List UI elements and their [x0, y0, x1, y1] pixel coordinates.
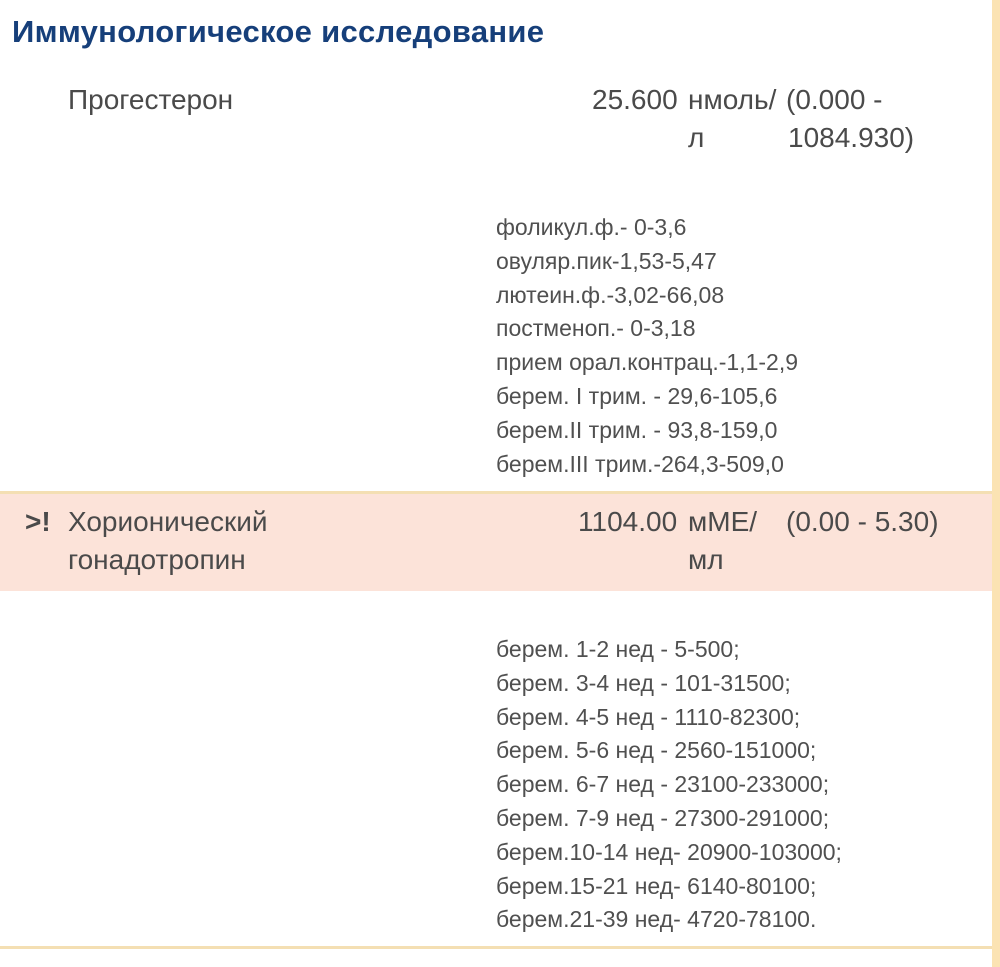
test-value-progesterone: 25.600	[592, 84, 678, 115]
reference-line: берем. 3-4 нед - 101-31500;	[496, 669, 791, 696]
reference-line: берем. 1-2 нед - 5-500;	[496, 636, 740, 662]
reference-line: прием орал.контрац.-1,1-2,9	[496, 349, 799, 376]
test-name-hcg-line1: Хорионический	[68, 506, 268, 537]
test-range-hcg: (0.00 - 5.30)	[786, 506, 939, 537]
reference-line: фоликул.ф.- 0-3,6	[496, 214, 687, 240]
reference-note-progesterone	[496, 211, 798, 481]
test-range-progesterone-line1: (0.000 -	[786, 84, 883, 115]
test-name-hcg-line2: гонадотропин	[68, 544, 246, 575]
reference-line: берем. 6-7 нед - 23100-233000;	[496, 771, 830, 798]
test-unit-progesterone-line1: нмоль/	[688, 84, 777, 115]
test-unit-hcg-line1: мМЕ/	[688, 506, 758, 537]
test-unit-hcg-line2: мл	[688, 544, 724, 575]
section-title: Иммунологическое исследование	[12, 14, 545, 49]
reference-line: берем.21-39 нед- 4720-78100.	[496, 906, 817, 933]
reference-line: лютеин.ф.-3,02-66,08	[496, 281, 725, 308]
reference-line: берем. I трим. - 29,6-105,6	[496, 382, 778, 409]
reference-line: берем.10-14 нед- 20900-103000;	[496, 838, 842, 865]
reference-line: берем.III трим.-264,3-509,0	[496, 450, 784, 477]
reference-line: берем. 7-9 нед - 27300-291000;	[496, 804, 830, 831]
reference-note-hcg	[496, 633, 842, 937]
test-range-progesterone-line2: 1084.930)	[788, 122, 915, 153]
reference-line: постменоп.- 0-3,18	[496, 315, 696, 342]
test-name-progesterone: Прогестерон	[68, 84, 234, 115]
reference-line: берем. 4-5 нед - 1110-82300;	[496, 703, 801, 730]
row-divider	[0, 946, 992, 949]
reference-line: берем. 5-6 нед - 2560-151000;	[496, 737, 817, 764]
test-unit-progesterone-line2: л	[688, 122, 705, 153]
reference-line: берем.II трим. - 93,8-159,0	[496, 416, 778, 443]
reference-line: овуляр.пик-1,53-5,47	[496, 247, 717, 274]
out-of-range-flag: >!	[25, 506, 51, 537]
test-value-hcg: 1104.00	[578, 506, 678, 537]
reference-line: берем.15-21 нед- 6140-80100;	[496, 872, 817, 899]
